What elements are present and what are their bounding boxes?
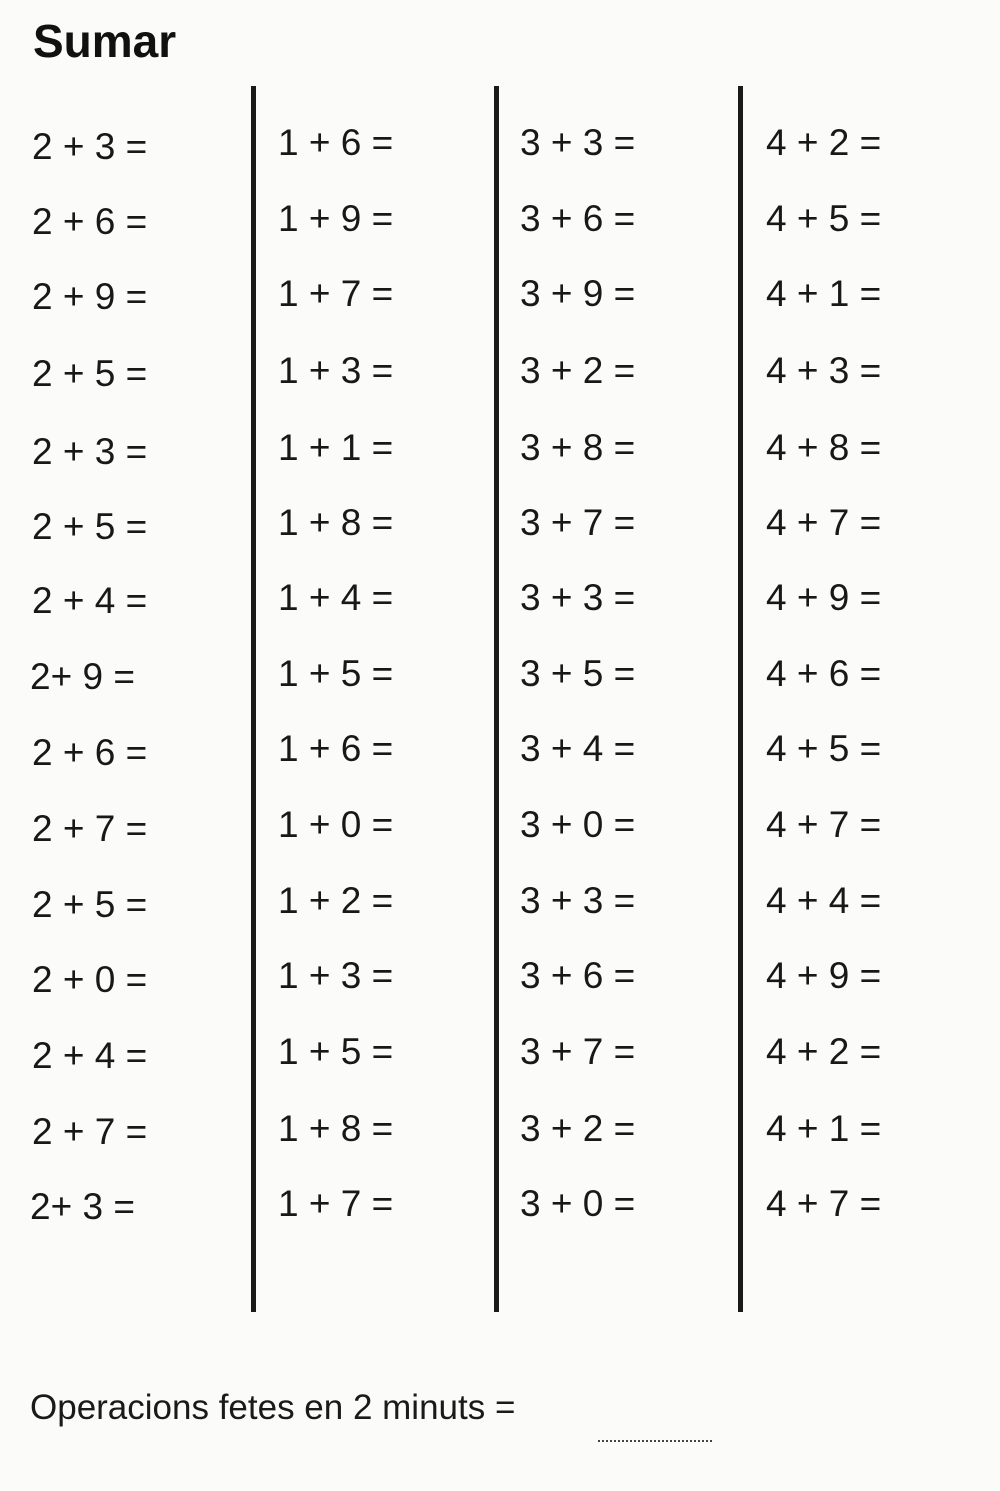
equation: 3 + 2 =: [520, 1108, 636, 1149]
equation: 4 + 6 =: [766, 653, 882, 694]
equation: 4 + 4 =: [766, 880, 882, 921]
equation: 3 + 7 =: [520, 502, 636, 543]
equation: 4 + 2 =: [766, 1031, 882, 1072]
equation: 3 + 2 =: [520, 350, 636, 391]
column-divider-3: [738, 86, 743, 1312]
equation: 1 + 6 =: [278, 122, 394, 163]
equation: 3 + 6 =: [520, 955, 636, 996]
equation: 1 + 8 =: [278, 502, 394, 543]
equation: 4 + 2 =: [766, 122, 882, 163]
equation: 4 + 1 =: [766, 273, 882, 314]
equation: 2 + 3 =: [32, 126, 148, 167]
equation: 2 + 5 =: [32, 884, 148, 925]
equation: 1 + 0 =: [278, 804, 394, 845]
equation: 1 + 5 =: [278, 653, 394, 694]
worksheet-title: Sumar: [33, 15, 177, 67]
equation: 3 + 5 =: [520, 653, 636, 694]
column-divider-1: [251, 86, 256, 1312]
operations-count-label: Operacions fetes en 2 minuts =: [30, 1388, 516, 1427]
equation: 3 + 4 =: [520, 728, 636, 769]
column-divider-2: [494, 86, 499, 1312]
equation: 2 + 9 =: [32, 276, 148, 317]
equation: 4 + 9 =: [766, 577, 882, 618]
equation-column-2: [278, 0, 478, 1300]
equation: 4 + 8 =: [766, 427, 882, 468]
equation: 2 + 4 =: [32, 1035, 148, 1076]
equation: 3 + 0 =: [520, 804, 636, 845]
equation: 3 + 3 =: [520, 880, 636, 921]
equation: 1 + 7 =: [278, 1183, 394, 1224]
equation: 2 + 0 =: [32, 959, 148, 1000]
equation: 2 + 4 =: [32, 580, 148, 621]
equation: 4 + 5 =: [766, 728, 882, 769]
equation: 2 + 6 =: [32, 732, 148, 773]
equation: 2 + 6 =: [32, 201, 148, 242]
equation: 3 + 0 =: [520, 1183, 636, 1224]
equation: 4 + 5 =: [766, 198, 882, 239]
operations-count-answer-line[interactable]: [598, 1440, 712, 1442]
equation: 1 + 4 =: [278, 577, 394, 618]
equation: 2+ 9 =: [30, 656, 135, 697]
equation: 3 + 3 =: [520, 577, 636, 618]
equation: 1 + 3 =: [278, 350, 394, 391]
equation-column-3: [520, 0, 720, 1300]
equation: 1 + 2 =: [278, 880, 394, 921]
equation: 3 + 7 =: [520, 1031, 636, 1072]
equation: 2 + 5 =: [32, 353, 148, 394]
equation: 4 + 1 =: [766, 1108, 882, 1149]
equation: 4 + 7 =: [766, 804, 882, 845]
equation: 2 + 7 =: [32, 808, 148, 849]
equation: 1 + 9 =: [278, 198, 394, 239]
equation: 2 + 5 =: [32, 506, 148, 547]
equation: 4 + 7 =: [766, 1183, 882, 1224]
equation: 1 + 1 =: [278, 427, 394, 468]
equation: 2 + 3 =: [32, 431, 148, 472]
equation: 4 + 7 =: [766, 502, 882, 543]
equation: 3 + 6 =: [520, 198, 636, 239]
equation: 3 + 8 =: [520, 427, 636, 468]
equation: 4 + 3 =: [766, 350, 882, 391]
equation: 4 + 9 =: [766, 955, 882, 996]
equation-column-1: [32, 0, 232, 1300]
equation: 1 + 7 =: [278, 273, 394, 314]
equation: 1 + 8 =: [278, 1108, 394, 1149]
equation: 1 + 6 =: [278, 728, 394, 769]
equation: 2 + 7 =: [32, 1111, 148, 1152]
equation: 1 + 5 =: [278, 1031, 394, 1072]
equation: 3 + 9 =: [520, 273, 636, 314]
equation: 2+ 3 =: [30, 1186, 135, 1227]
equation-column-4: [766, 0, 966, 1300]
equation: 3 + 3 =: [520, 122, 636, 163]
equation: 1 + 3 =: [278, 955, 394, 996]
